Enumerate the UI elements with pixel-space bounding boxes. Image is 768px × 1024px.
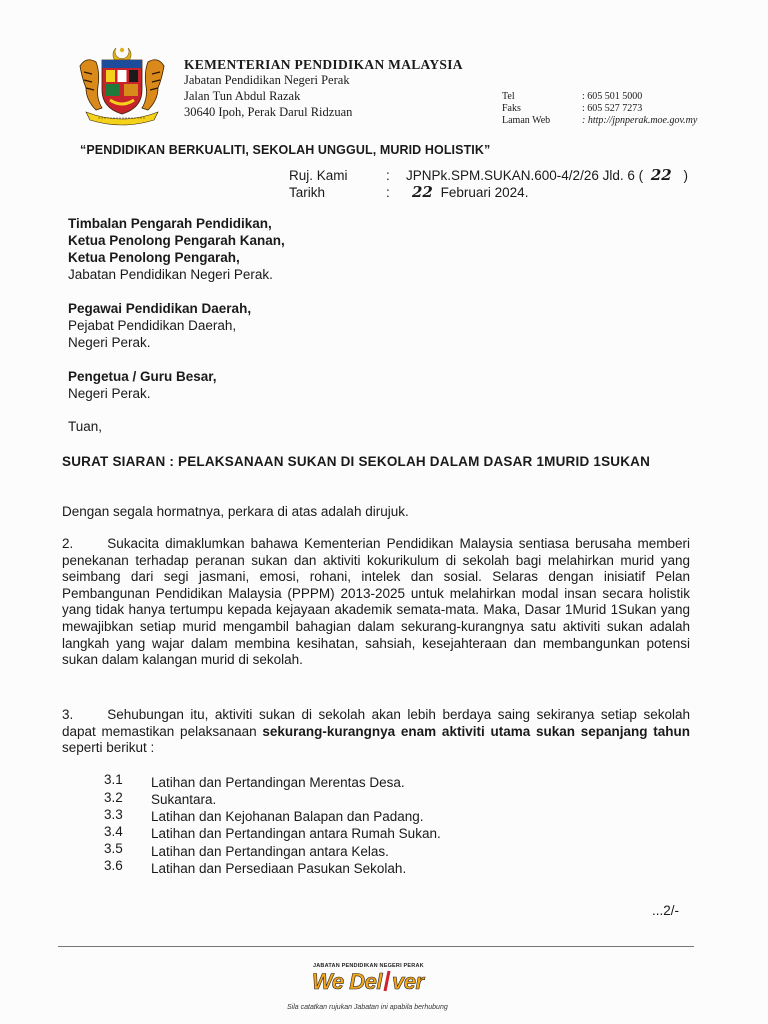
list-item-text: Sukantara. <box>151 792 217 807</box>
date-handwritten-day: 22 <box>412 183 433 201</box>
page-continuation: ...2/- <box>652 903 680 918</box>
list-item-text: Latihan dan Kejohanan Balapan dan Padang. <box>151 809 424 824</box>
footer-divider <box>58 946 694 947</box>
list-item-number: 3.4 <box>104 824 123 839</box>
ref-number <box>406 167 688 184</box>
we-deliver-logo <box>312 969 424 995</box>
ref-handwritten-number: 22 <box>650 166 672 184</box>
paragraph-3 <box>62 707 690 757</box>
footer-note: Sila catatkan rujukan Jabatan ini apabila berhubung <box>287 1004 448 1011</box>
footer-logo-caption: JABATAN PENDIDIKAN NEGERI PERAK <box>313 963 424 969</box>
paragraph-3-number: 3. <box>62 707 74 722</box>
ministry-name: KEMENTERIAN PENDIDIKAN MALAYSIA <box>184 57 463 72</box>
fax-label: Faks <box>502 103 521 114</box>
opening-line: Dengan segala hormatnya, perkara di atas adalah dirujuk. <box>62 504 409 519</box>
paragraph-3-text-post: seperti berikut : <box>62 740 155 756</box>
recipient-ppd-line1: Pejabat Pendidikan Daerah, <box>68 318 237 333</box>
address-line-1: Jabatan Pendidikan Negeri Perak <box>184 73 350 87</box>
list-item-number: 3.2 <box>104 790 123 805</box>
recipient-kpp: Ketua Penolong Pengarah, <box>68 250 240 265</box>
ref-number-text: JPNPk.SPM.SUKAN.600-4/2/26 Jld. 6 ( <box>406 168 644 183</box>
date-colon: : <box>386 185 390 200</box>
web-link[interactable]: : http://jpnperak.moe.gov.my <box>582 115 698 126</box>
coat-of-arms-icon <box>72 44 172 128</box>
motto: “PENDIDIKAN BERKUALITI, SEKOLAH UNGGUL, MURID HOLISTIK” <box>80 143 491 157</box>
list-item-text: Latihan dan Pertandingan antara Kelas. <box>151 844 389 859</box>
date-label: Tarikh <box>289 185 326 200</box>
paragraph-2-number: 2. <box>62 536 74 551</box>
recipient-ppd-title: Pegawai Pendidikan Daerah, <box>68 301 252 316</box>
list-item-text: Latihan dan Pertandingan antara Rumah Sukan. <box>151 826 441 841</box>
recipient-jpn: Jabatan Pendidikan Negeri Perak. <box>68 267 273 282</box>
recipient-ppd-line2: Negeri Perak. <box>68 335 151 350</box>
logo-word-ver: ver <box>391 969 424 994</box>
logo-word-we: We <box>312 969 344 994</box>
fax-value: : 605 527 7273 <box>582 103 643 114</box>
list-item-text: Latihan dan Persediaan Pasukan Sekolah. <box>151 861 407 876</box>
web-label: Laman Web <box>502 115 551 126</box>
recipient-pengetua-title: Pengetua / Guru Besar, <box>68 369 217 384</box>
ref-colon: : <box>386 168 390 183</box>
paragraph-2-text: Sukacita dimaklumkan bahawa Kementerian Pendidikan Malaysia sentiasa berusaha memberi penekanan terhadap peranan sukan dan aktiviti kokurikulum di sekolah bagi melahirkan murid yang seimbang dari segi jasmani, emosi, rohani, intelek dan sosial. Selaras dengan inisiatif Pelan Pembangunan Pendidikan Malaysia (PPPM) 2013-2025 untuk melahirkan modal insan secara holistik yang tidak hanya tertumpu kepada kejayaan akademik semata-mata. Maka, Dasar 1Murid 1Sukan yang mewajibkan setiap murid mengambil bahagian dalam sekurang-kurangnya satu aktiviti sukan adalah langkah yang wajar dalam membina kesihatan, sahsiah, kesejahteraan dan membangunkan potensi sukan dalam kalangan murid di sekolah. <box>62 536 690 668</box>
list-item-number: 3.3 <box>104 807 123 822</box>
address-line-3: 30640 Ipoh, Perak Darul Ridzuan <box>184 105 353 119</box>
subject-heading: SURAT SIARAN : PELAKSANAAN SUKAN DI SEKOLAH DALAM DASAR 1MURID 1SUKAN <box>62 454 651 469</box>
paragraph-3-text-pre: Sehubungan itu, aktiviti sukan di sekolah akan lebih berdaya saing sekiranya setiap sekolah dapat memastikan pelaksanaan <box>62 707 690 739</box>
recipient-timbalan: Timbalan Pengarah Pendidikan, <box>68 216 272 231</box>
date-value <box>412 184 528 201</box>
list-item-number: 3.6 <box>104 858 123 873</box>
recipient-kpp-kanan: Ketua Penolong Pengarah Kanan, <box>68 233 285 248</box>
list-item-text: Latihan dan Pertandingan Merentas Desa. <box>151 775 405 790</box>
address-line-2: Jalan Tun Abdul Razak <box>184 89 301 103</box>
logo-slash-icon <box>382 970 392 992</box>
ref-close-paren: ) <box>683 168 688 183</box>
salutation: Tuan, <box>68 419 103 434</box>
recipient-pengetua-line: Negeri Perak. <box>68 386 151 401</box>
tel-label: Tel <box>502 91 515 102</box>
paragraph-2 <box>62 536 690 669</box>
ref-label: Ruj. Kami <box>289 168 348 183</box>
date-month-year: Februari 2024. <box>440 185 529 200</box>
list-item-number: 3.5 <box>104 841 123 856</box>
paragraph-3-text-bold: sekurang-kurangnya enam aktiviti utama sukan sepanjang tahun <box>262 723 690 739</box>
tel-value: : 605 501 5000 <box>582 91 643 102</box>
list-item-number: 3.1 <box>104 772 123 787</box>
logo-word-del: Del <box>349 969 382 994</box>
